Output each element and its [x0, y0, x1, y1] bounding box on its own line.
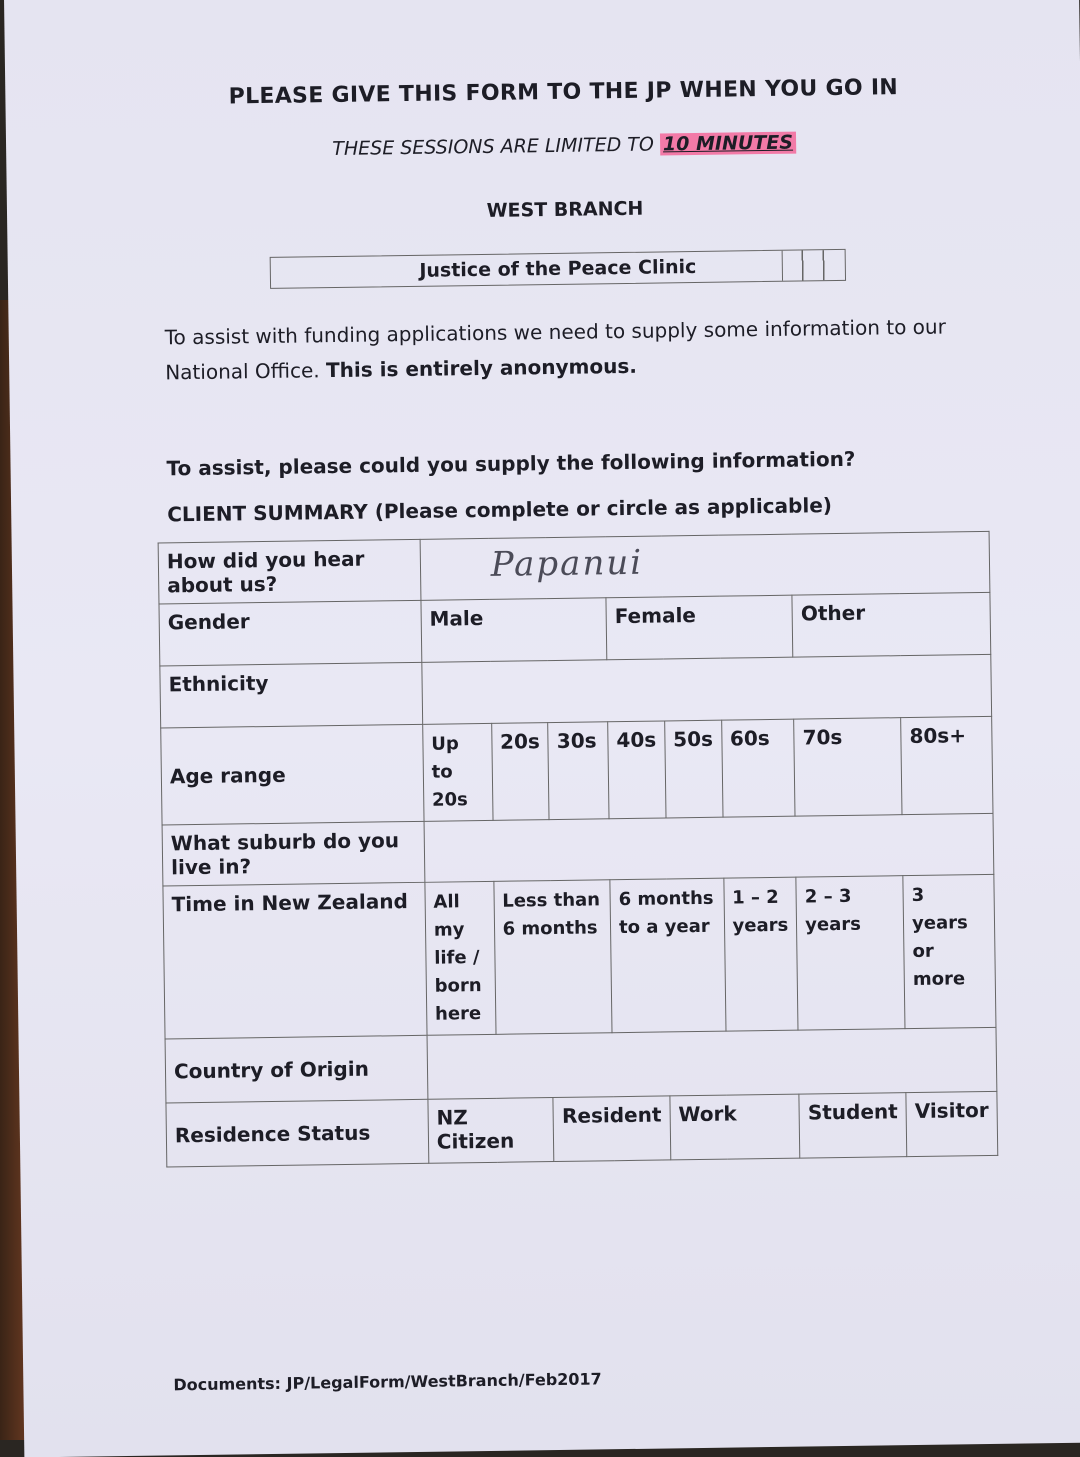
gender-option-other[interactable]: Other — [792, 592, 991, 657]
time-option-3-years-or-more[interactable]: 3 years or more — [903, 874, 996, 1028]
suburb-label: What suburb do you live in? — [162, 821, 425, 886]
time-option-1-2-years[interactable]: 1 – 2 years — [723, 877, 798, 1031]
age-option-20s[interactable]: 20s — [491, 723, 549, 821]
clinic-name: Justice of the Peace Clinic — [419, 255, 697, 282]
ethnicity-field[interactable] — [422, 654, 992, 724]
residence-option-visitor[interactable]: Visitor — [906, 1091, 998, 1156]
branch-name: WEST BRANCH — [486, 197, 644, 222]
residence-option-nz-citizen[interactable]: NZ Citizen — [428, 1098, 554, 1164]
country-field[interactable] — [427, 1027, 997, 1099]
age-option-80s-plus[interactable]: 80s+ — [901, 716, 993, 814]
hear-answer-field[interactable] — [420, 531, 990, 600]
row-time-nz — [163, 874, 996, 1039]
summary-heading: CLIENT SUMMARY (Please complete or circle as applicable) — [167, 493, 833, 527]
time-option-less-than-6-months[interactable]: Less than 6 months — [494, 880, 613, 1035]
age-option-up-to-20s[interactable]: Up to 20s — [422, 723, 492, 821]
row-gender — [159, 592, 991, 666]
row-ethnicity — [160, 654, 992, 728]
time-nz-label: Time in New Zealand — [163, 882, 427, 1039]
age-option-70s[interactable]: 70s — [794, 718, 902, 816]
form-title: PLEASE GIVE THIS FORM TO THE JP WHEN YOU GO IN — [228, 75, 899, 110]
residence-label: Residence Status — [166, 1099, 429, 1167]
row-hear — [158, 531, 990, 604]
form-content — [133, 74, 1008, 1168]
gender-label: Gender — [159, 600, 422, 666]
residence-option-resident[interactable]: Resident — [553, 1096, 670, 1162]
time-option-all-my-life[interactable]: All my life / born here — [425, 881, 496, 1035]
gender-option-male[interactable]: Male — [421, 598, 607, 663]
document-reference: Documents: JP/LegalForm/WestBranch/Feb2017 — [173, 1369, 602, 1395]
country-label: Country of Origin — [165, 1035, 428, 1103]
age-option-60s[interactable]: 60s — [721, 719, 795, 817]
hear-label: How did you hear about us? — [158, 539, 421, 604]
gender-option-female[interactable]: Female — [606, 595, 793, 660]
intro-text: To assist with funding applications we need to supply some information to our National Office. — [164, 314, 946, 385]
row-suburb — [162, 813, 994, 886]
hear-answer: Papanui — [490, 542, 644, 585]
intro-anonymous: This is entirely anonymous. — [325, 353, 638, 383]
clinic-box-ticks — [782, 250, 845, 281]
session-limit-highlight: 10 MINUTES — [660, 132, 796, 156]
session-limit-note — [134, 129, 994, 163]
residence-option-work[interactable]: Work — [670, 1094, 800, 1160]
time-option-2-3-years[interactable]: 2 – 3 years — [796, 876, 905, 1030]
assist-text: To assist, please could you supply the following information? — [166, 446, 856, 481]
client-summary-table — [158, 531, 999, 1168]
age-option-50s[interactable]: 50s — [664, 720, 722, 818]
age-label: Age range — [161, 724, 424, 825]
time-option-6-months-to-year[interactable]: 6 months to a year — [610, 878, 726, 1033]
session-limit-prefix: THESE SESSIONS ARE LIMITED TO — [332, 133, 655, 161]
row-age — [161, 716, 993, 825]
ethnicity-label: Ethnicity — [160, 662, 423, 728]
intro-paragraph — [165, 309, 998, 391]
paper-form — [4, 0, 1080, 1457]
residence-option-student[interactable]: Student — [799, 1093, 907, 1158]
age-option-40s[interactable]: 40s — [608, 721, 666, 819]
age-option-30s[interactable]: 30s — [548, 722, 609, 820]
row-country — [165, 1027, 997, 1103]
clinic-box — [270, 249, 846, 289]
row-residence — [166, 1091, 998, 1167]
suburb-field[interactable] — [424, 813, 994, 882]
